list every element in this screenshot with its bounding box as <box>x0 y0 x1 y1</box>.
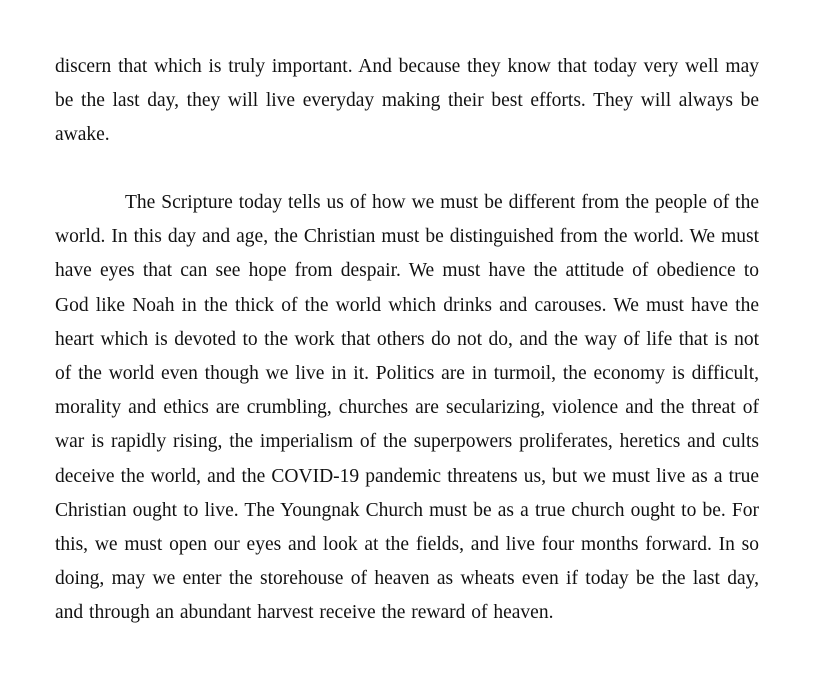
paragraph-continuation: discern that which is truly important. And because they know that today very well may be the last day, they will live everyday making their best efforts. They will always be awake. <box>55 56 759 146</box>
paragraph-scripture: The Scripture today tells us of how we must be different from the people of the world. In this day and age, the Christian must be distinguished from the world. We must have eyes that can see hope from despair. We must have the attitude of obedience to God like Noah in the thick of the world which drinks and carouses. We must have the heart which is devoted to the work that others do not do, and the way of life that is not of the world even though we live in it. Politics are in turmoil, the economy is difficult, morality and ethics are crumbling, churches are secularizing, violence and the threat of war is rapidly rising, the imperialism of the superpowers proliferates, heretics and cults deceive the world, and the COVID-19 pandemic threatens us, but we must live as a true Christian ought to live. The Youngnak Church must be as a true church ought to be. For this, we must open our eyes and look at the fields, and live four months forward. In so doing, may we enter the storehouse of heaven as wheats even if today be the last day, and through an abundant harvest receive the reward of heaven. <box>55 192 759 624</box>
